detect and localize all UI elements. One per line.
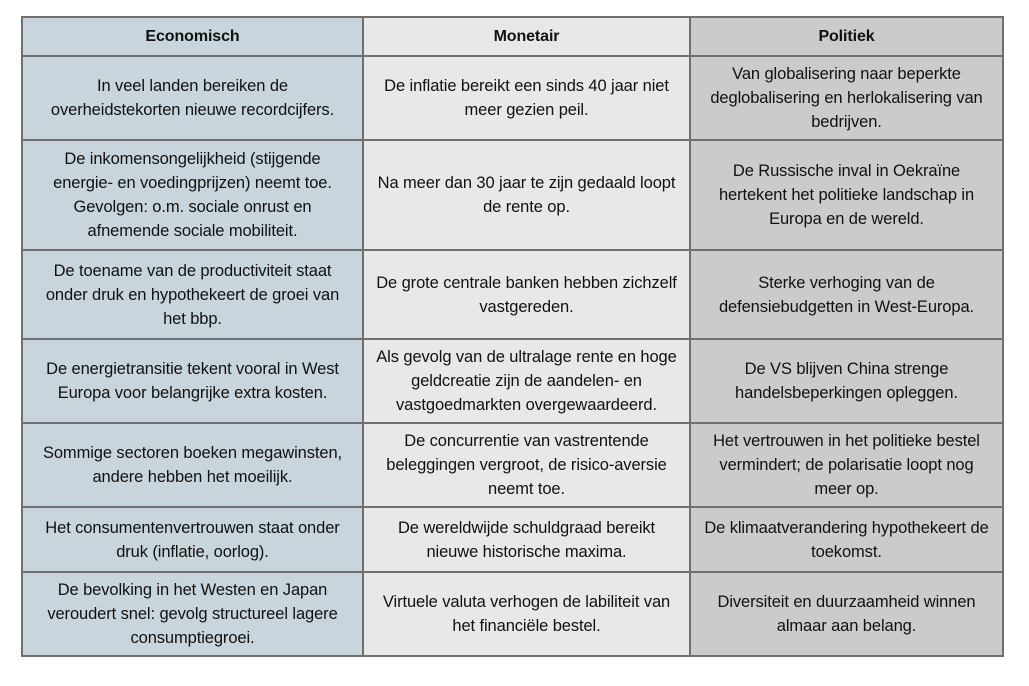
cell-politiek: De VS blijven China strenge handelsbeperkingen opleggen.	[690, 339, 1003, 423]
cell-politiek: Het vertrouwen in het politieke bestel vermindert; de polarisatie loopt nog meer op.	[690, 423, 1003, 507]
table-row	[22, 140, 1003, 250]
header-monetair: Monetair	[363, 17, 690, 56]
cell-economisch: De bevolking in het Westen en Japan veroudert snel: gevolg structureel lagere consumptiegroei.	[22, 572, 363, 656]
cell-monetair: De concurrentie van vastrentende beleggingen vergroot, de risico-aversie neemt toe.	[363, 423, 690, 507]
cell-politiek: De Russische inval in Oekraïne hertekent het politieke landschap in Europa en de wereld.	[690, 140, 1003, 250]
cell-monetair: Na meer dan 30 jaar te zijn gedaald loopt de rente op.	[363, 140, 690, 250]
table-row	[22, 339, 1003, 423]
cell-economisch: De inkomensongelijkheid (stijgende energie- en voedingprijzen) neemt toe. Gevolgen: o.m. sociale onrust en afnemende sociale mobiliteit.	[22, 140, 363, 250]
cell-monetair: De inflatie bereikt een sinds 40 jaar niet meer gezien peil.	[363, 56, 690, 140]
header-row	[22, 17, 1003, 56]
cell-politiek: De klimaatverandering hypothekeert de toekomst.	[690, 507, 1003, 572]
cell-economisch: Het consumentenvertrouwen staat onder druk (inflatie, oorlog).	[22, 507, 363, 572]
table-row	[22, 56, 1003, 140]
table-row	[22, 572, 1003, 656]
cell-politiek: Sterke verhoging van de defensiebudgetten in West-Europa.	[690, 250, 1003, 339]
cell-politiek: Van globalisering naar beperkte deglobalisering en herlokalisering van bedrijven.	[690, 56, 1003, 140]
table-row	[22, 250, 1003, 339]
cell-politiek: Diversiteit en duurzaamheid winnen almaar aan belang.	[690, 572, 1003, 656]
table-row	[22, 423, 1003, 507]
cell-economisch: Sommige sectoren boeken megawinsten, andere hebben het moeilijk.	[22, 423, 363, 507]
table-row	[22, 507, 1003, 572]
cell-economisch: De toename van de productiviteit staat onder druk en hypothekeert de groei van het bbp.	[22, 250, 363, 339]
risk-comparison-table	[21, 16, 1004, 657]
cell-economisch: In veel landen bereiken de overheidstekorten nieuwe recordcijfers.	[22, 56, 363, 140]
cell-monetair: De grote centrale banken hebben zichzelf vastgereden.	[363, 250, 690, 339]
header-economisch: Economisch	[22, 17, 363, 56]
cell-monetair: De wereldwijde schuldgraad bereikt nieuwe historische maxima.	[363, 507, 690, 572]
header-politiek: Politiek	[690, 17, 1003, 56]
cell-monetair: Virtuele valuta verhogen de labiliteit van het financiële bestel.	[363, 572, 690, 656]
cell-monetair: Als gevolg van de ultralage rente en hoge geldcreatie zijn de aandelen- en vastgoedmarkten overgewaardeerd.	[363, 339, 690, 423]
cell-economisch: De energietransitie tekent vooral in West Europa voor belangrijke extra kosten.	[22, 339, 363, 423]
